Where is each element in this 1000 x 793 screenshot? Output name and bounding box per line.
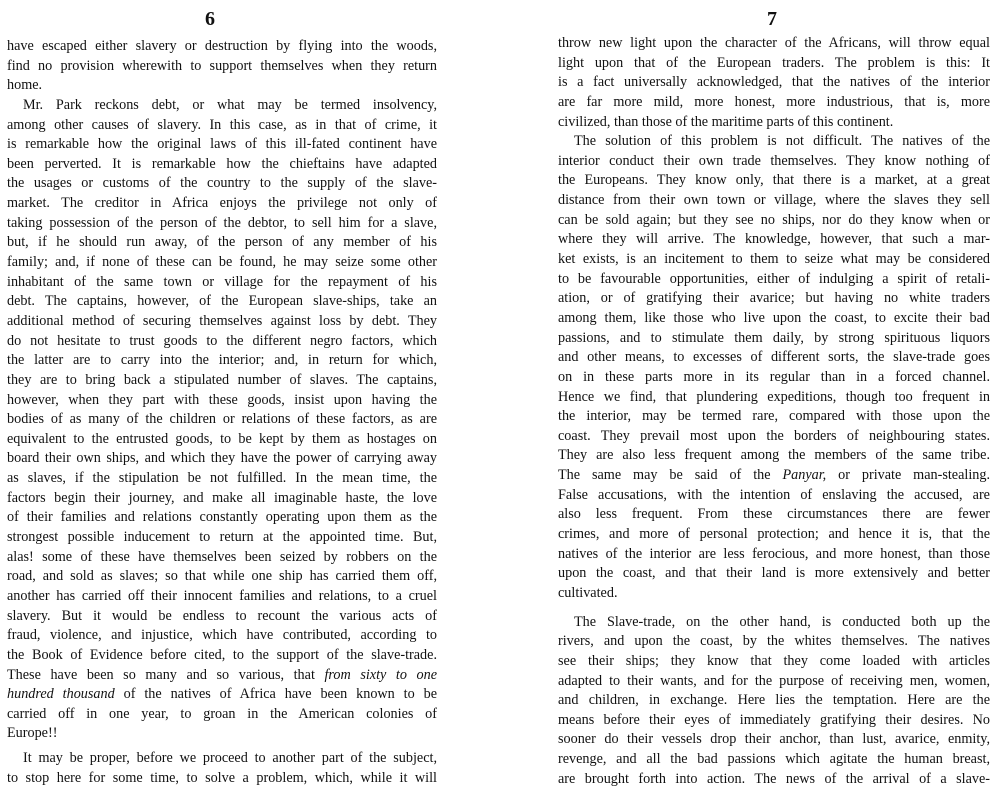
text-line: is remarkable how the original laws of this ill-fated continent have [7, 136, 437, 153]
text-line: to stop here for some time, to solve a problem, which, while it will [7, 769, 437, 786]
text-line: home. [7, 77, 43, 94]
text-line: revenge, and all the bad passions which agitate the human breast, [558, 751, 990, 768]
text-line: inhabitant of the same town or village for the repayment of his [7, 273, 437, 290]
text-line: sooner do their vessels drop their anchor, than lust, avarice, enmity, [558, 731, 990, 748]
text-line: to be favourable opportunities, either of indulging a spirit of retali- [558, 270, 990, 287]
text-line: can be sold again; but they see no ships, nor do they know when or [558, 211, 990, 228]
text-line: of their families and relations constantly operating upon them as the [7, 509, 437, 526]
text-line: market. The creditor in Africa enjoys the privilege not only of [7, 195, 437, 212]
text-line: board their own ships, and which they have the power of carrying away [7, 450, 437, 467]
text-line: means before their eyes of immediately gratifying their desires. No [558, 711, 990, 728]
text-line: crimes, and more of personal protection; and hence it is, that the [558, 526, 990, 543]
page-text [7, 37, 437, 788]
text-line: also less frequent. From these circumstances there are fewer [558, 506, 990, 523]
text-line: on in these parts more in its regular than in a forced channel. [558, 368, 990, 385]
text-line: Mr. Park reckons debt, or what may be termed insolvency, [23, 96, 437, 113]
text-span: or private man-stealing. [838, 467, 991, 484]
text-line: road, and sold as slaves; so that while one ship has carried them off, [7, 568, 437, 585]
text-line: passions, and to stimulate them daily, by strong spirituous liquors [558, 329, 990, 346]
text-line: among other causes of slavery. In this case, as in that of crime, it [7, 116, 437, 133]
text-line: ket exists, is an incitement to them to seize what may be considered [558, 251, 990, 268]
italic-emphasis: from sixty to one [324, 666, 437, 683]
text-line: carried off in one year, to groan in the American colonies of [7, 705, 437, 722]
text-line: the Europeans. They know only, that there is a market, at a great [558, 172, 990, 189]
text-line: they are to bring back a stipulated number of slaves. The captains, [7, 371, 437, 388]
text-line: Hence we find, that plundering expeditions, though too frequent in [558, 388, 990, 405]
text-line: alas! some of these have themselves been seized by robbers on the [7, 548, 437, 565]
text-line: find no provision wherewith to support themselves when they return [7, 57, 437, 74]
text-line: and children, in exchange. Here lies the temptation. Here are the [558, 692, 990, 709]
text-line: It may be proper, before we proceed to another part of the subject, [23, 750, 437, 767]
text-line: as slaves, if the stipulation be not fulfilled. In the mean time, the [7, 470, 437, 487]
text-line: the usages or customs of the country to the supply of the slave- [7, 175, 437, 192]
text-line: the latter are to carry into the interior; and, in return for which, [7, 352, 437, 369]
text-line: throw new light upon the character of the Africans, will throw equal [558, 35, 990, 51]
text-line: They are also less frequent among the members of the same tribe. [558, 447, 990, 464]
text-line: Europe!! [7, 725, 58, 742]
text-span: of the natives of Africa have been known to be [123, 686, 438, 703]
text-line: The Slave-trade, on the other hand, is conducted both up the [574, 613, 990, 630]
text-line: cultivated. [558, 584, 618, 601]
text-line: natives of the interior are less ferocious, and more honest, than those [558, 545, 990, 562]
page-number: 7 [767, 8, 777, 30]
text-line: among them, like those who live upon the coast, to excite their bad [558, 309, 990, 326]
text-span: The same may be said of the [558, 467, 771, 484]
text-line: family; and, if none of these can be found, he may seize some other [7, 254, 437, 271]
text-line: do not hesitate to trust goods to the different negro factors, which [7, 332, 437, 349]
text-line: fraud, violence, and injustice, which have contributed, according to [7, 627, 437, 644]
page-number: 6 [205, 8, 215, 30]
text-line: the interior, may be termed rare, compared with those upon the [558, 408, 990, 425]
text-line: equivalent to the entrusted goods, to be kept by them as hostages on [7, 430, 437, 447]
italic-emphasis: hundred thousand [7, 686, 115, 703]
text-line: another has carried off their innocent families and relations, to a cruel [7, 587, 437, 604]
text-line: factors begin their journey, and make all imaginable haste, the love [7, 489, 437, 506]
text-span: These have been so many and so various, that [7, 666, 315, 683]
text-line: see their ships; they know that they come loaded with articles [558, 652, 990, 669]
text-line: civilized, than those of the maritime parts of this continent. [558, 113, 894, 130]
text-line: The solution of this problem is not difficult. The natives of the [574, 133, 990, 150]
page-text [558, 34, 990, 789]
italic-emphasis: Panyar, [782, 467, 827, 484]
text-line: taking possession of the person of the debtor, to sell him for a slave, [7, 214, 437, 231]
text-line: but, if he should run away, of the person of any member of his [7, 234, 437, 251]
text-line: slavery. But it would be endless to recount the various acts of [7, 607, 437, 624]
text-line: False accusations, with the intention of enslaving the accused, are [558, 486, 990, 503]
text-line [7, 666, 437, 686]
text-line: however, when they part with these goods, insist upon having the [7, 391, 437, 408]
text-line: the Book of Evidence before cited, to the support of the slave-trade. [7, 646, 437, 663]
text-line: debt. The captains, however, of the European slave-ships, take an [7, 293, 437, 310]
text-line: are brought forth into action. The news of the arrival of a slave- [558, 770, 990, 787]
text-line: been perverted. It is remarkable how the chieftains have adapted [7, 155, 437, 172]
text-line: additional method of securing themselves against loss by debt. They [7, 312, 437, 329]
text-line: distance from their own town or village, where the slaves they sell [558, 192, 990, 209]
text-line: have escaped either slavery or destruction by flying into the woods, [7, 38, 437, 54]
text-line: bodies of as many of the children or relations of these factors, as are [7, 411, 437, 428]
text-line: upon the coast, and that their land is more extensively and better [558, 565, 990, 582]
text-line: interior conduct their own trade themselves. They know nothing of [558, 152, 990, 169]
right-page [500, 0, 1000, 793]
text-line: coast. They prevail most upon the borders of neighbouring states. [558, 427, 990, 444]
text-line: light upon that of the European traders. The problem is this: It [558, 54, 990, 71]
text-line: are far more mild, more honest, more industrious, that is, more [558, 93, 990, 110]
text-line: where they will arrive. The knowledge, however, that such a mar- [558, 231, 990, 248]
text-line: and other means, to excesses of different sorts, the slave-trade goes [558, 349, 990, 366]
text-line: adapted to their wants, and for the purpose of receiving men, women, [558, 672, 990, 689]
text-line [558, 466, 990, 486]
text-line: is a fact universally acknowledged, that the natives of the interior [558, 74, 990, 91]
text-line: ation, or of gratifying their avarice; but having no white traders [558, 290, 990, 307]
text-line: rivers, and upon the coast, by the whites themselves. The natives [558, 633, 990, 650]
text-line [7, 685, 437, 705]
text-line: strongest possible inducement to return at the appointed time. But, [7, 529, 437, 546]
